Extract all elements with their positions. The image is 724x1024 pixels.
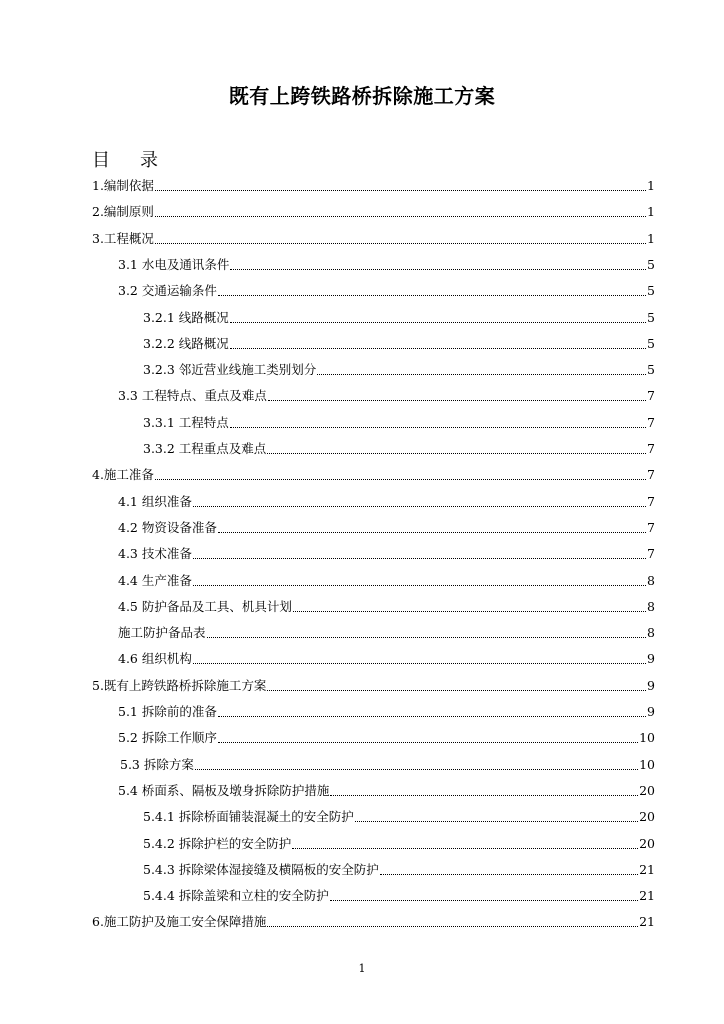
toc-entry-label: 3.2.1 线路概况 bbox=[143, 309, 229, 325]
toc-leader-dots bbox=[267, 914, 638, 927]
toc-leader-dots bbox=[193, 546, 646, 559]
toc-heading-char-1: 目 bbox=[92, 150, 110, 171]
toc-entry-label: 5.既有上跨铁路桥拆除施工方案 bbox=[92, 677, 267, 693]
toc-entry[interactable] bbox=[92, 227, 655, 247]
toc-entry-label: 3.3 工程特点、重点及难点 bbox=[118, 388, 267, 404]
toc-entry-label: 3.3.2 工程重点及难点 bbox=[143, 441, 267, 456]
toc-entry[interactable] bbox=[92, 674, 655, 694]
toc-entry-page: 20 bbox=[639, 835, 655, 851]
toc-entry-label: 施工防护备品表 bbox=[118, 625, 206, 641]
toc-entry-page: 21 bbox=[639, 888, 655, 904]
toc-entry-page: 5 bbox=[647, 335, 655, 351]
toc-leader-dots bbox=[230, 415, 646, 428]
toc-entry-page: 8 bbox=[647, 598, 655, 614]
toc-entry-page: 5 bbox=[647, 362, 655, 378]
toc-entry-page: 7 bbox=[647, 441, 655, 456]
toc-entry[interactable] bbox=[92, 463, 655, 483]
toc-leader-dots bbox=[155, 178, 646, 191]
toc-entry[interactable] bbox=[92, 910, 655, 930]
toc-entry[interactable] bbox=[143, 437, 655, 457]
toc-leader-dots bbox=[330, 783, 638, 796]
toc-entry-label: 4.4 生产准备 bbox=[118, 572, 192, 588]
toc-leader-dots bbox=[218, 730, 638, 743]
toc-leader-dots bbox=[380, 862, 638, 875]
toc-entry-label: 5.1 拆除前的准备 bbox=[118, 704, 217, 719]
toc-entry[interactable] bbox=[118, 726, 655, 746]
toc-entry[interactable] bbox=[118, 700, 655, 720]
toc-leader-dots bbox=[193, 494, 646, 507]
toc-leader-dots bbox=[218, 520, 646, 533]
toc-entry-label: 4.1 组织准备 bbox=[118, 493, 192, 509]
toc-leader-dots bbox=[230, 257, 646, 270]
toc-entry-page: 21 bbox=[639, 861, 655, 877]
toc-leader-dots bbox=[155, 204, 646, 217]
toc-entry-page: 7 bbox=[647, 467, 655, 483]
toc-entry[interactable] bbox=[92, 174, 655, 194]
toc-entry-page: 7 bbox=[647, 414, 655, 430]
toc-entry-page: 1 bbox=[647, 178, 655, 193]
toc-entry[interactable] bbox=[118, 569, 655, 589]
toc-entry-page: 10 bbox=[639, 756, 655, 772]
toc-entry-page: 9 bbox=[647, 677, 655, 693]
toc-entry[interactable] bbox=[118, 595, 655, 615]
toc-entry-label: 6.施工防护及施工安全保障措施 bbox=[92, 914, 267, 930]
toc-heading bbox=[92, 146, 158, 172]
toc-leader-dots bbox=[268, 388, 646, 401]
toc-leader-dots bbox=[293, 599, 646, 612]
toc-entry-label: 4.6 组织机构 bbox=[118, 651, 192, 667]
toc-entry-label: 3.3.1 工程特点 bbox=[143, 414, 229, 430]
page-number: 1 bbox=[358, 962, 366, 975]
toc-leader-dots bbox=[218, 704, 646, 717]
toc-entry[interactable] bbox=[143, 832, 655, 852]
toc-heading-char-2: 录 bbox=[140, 150, 158, 171]
toc-leader-dots bbox=[193, 573, 646, 586]
toc-entry-page: 1 bbox=[647, 204, 655, 220]
toc-leader-dots bbox=[218, 283, 646, 296]
toc-entry[interactable] bbox=[143, 858, 655, 878]
toc-leader-dots bbox=[292, 836, 638, 849]
toc-entry[interactable] bbox=[92, 200, 655, 220]
toc-entry-label: 4.2 物资设备准备 bbox=[118, 519, 217, 535]
toc-entry[interactable] bbox=[118, 279, 655, 299]
toc-entry-page: 10 bbox=[639, 730, 655, 746]
toc-entry[interactable] bbox=[118, 621, 655, 641]
toc-leader-dots bbox=[155, 231, 646, 244]
toc-entry-page: 7 bbox=[647, 388, 655, 404]
toc-entry-label: 4.3 技术准备 bbox=[118, 546, 192, 562]
toc-entry[interactable] bbox=[143, 884, 655, 904]
toc-entry[interactable] bbox=[143, 332, 655, 352]
toc-entry[interactable] bbox=[118, 779, 655, 799]
toc-entry-page: 1 bbox=[647, 230, 655, 246]
toc-entry-label: 2.编制原则 bbox=[92, 204, 154, 220]
toc-leader-dots bbox=[195, 757, 638, 770]
toc-entry-label: 5.4.4 拆除盖梁和立柱的安全防护 bbox=[143, 888, 329, 904]
toc-leader-dots bbox=[317, 362, 646, 375]
toc-entry-page: 5 bbox=[647, 309, 655, 325]
toc-entry-label: 3.工程概况 bbox=[92, 230, 154, 246]
toc-entry-label: 5.3 拆除方案 bbox=[120, 756, 194, 772]
toc-entry[interactable] bbox=[143, 306, 655, 326]
toc-leader-dots bbox=[230, 336, 646, 349]
toc-entry-label: 3.2.3 邻近营业线施工类别划分 bbox=[143, 362, 317, 378]
toc-leader-dots bbox=[193, 651, 646, 664]
toc-entry-label: 5.4 桥面系、隔板及墩身拆除防护措施 bbox=[118, 782, 330, 798]
toc-leader-dots bbox=[355, 809, 638, 822]
toc-entry[interactable] bbox=[120, 753, 655, 773]
toc-entry-label: 5.2 拆除工作顺序 bbox=[118, 730, 217, 746]
toc-entry-page: 5 bbox=[647, 283, 655, 299]
toc-leader-dots bbox=[207, 625, 647, 638]
toc-leader-dots bbox=[230, 310, 646, 323]
toc-entry[interactable] bbox=[118, 647, 655, 667]
toc-entry-label: 4.施工准备 bbox=[92, 467, 154, 483]
toc-entry[interactable] bbox=[118, 542, 655, 562]
toc-entry-page: 8 bbox=[647, 625, 655, 641]
toc-entry-page: 7 bbox=[647, 546, 655, 562]
document-title: 既有上跨铁路桥拆除施工方案 bbox=[228, 84, 496, 108]
toc-entry-label: 5.4.1 拆除桥面铺装混凝土的安全防护 bbox=[143, 809, 354, 825]
toc-entry-page: 21 bbox=[639, 914, 655, 930]
toc-entry-label: 3.2 交通运输条件 bbox=[118, 283, 217, 299]
toc-entry-label: 3.1 水电及通讯条件 bbox=[118, 256, 230, 272]
toc-entry-label: 5.4.2 拆除护栏的安全防护 bbox=[143, 835, 292, 851]
toc-leader-dots bbox=[155, 467, 646, 480]
toc-entry[interactable] bbox=[118, 384, 655, 404]
toc-entry[interactable] bbox=[118, 253, 655, 273]
toc-entry-label: 5.4.3 拆除梁体湿接缝及横隔板的安全防护 bbox=[143, 861, 379, 877]
toc-entry-page: 20 bbox=[639, 809, 655, 825]
toc-entry-page: 8 bbox=[647, 572, 655, 588]
toc-leader-dots bbox=[267, 441, 646, 454]
toc-entry[interactable] bbox=[118, 516, 655, 536]
toc-entry[interactable] bbox=[118, 490, 655, 510]
toc-entry-page: 9 bbox=[647, 651, 655, 667]
toc-leader-dots bbox=[330, 888, 638, 901]
toc-entry-label: 4.5 防护备品及工具、机具计划 bbox=[118, 598, 292, 614]
toc-entry[interactable] bbox=[143, 805, 655, 825]
toc-entry-page: 7 bbox=[647, 493, 655, 509]
toc-entry-label: 3.2.2 线路概况 bbox=[143, 335, 229, 351]
toc-entry[interactable] bbox=[143, 358, 655, 378]
toc-leader-dots bbox=[267, 678, 646, 691]
toc-entry-page: 20 bbox=[639, 782, 655, 798]
toc-entry-label: 1.编制依据 bbox=[92, 178, 154, 193]
toc-entry-page: 7 bbox=[647, 519, 655, 535]
toc-entry-page: 5 bbox=[647, 256, 655, 272]
toc-entry[interactable] bbox=[143, 411, 655, 431]
toc-entry-page: 9 bbox=[647, 704, 655, 719]
